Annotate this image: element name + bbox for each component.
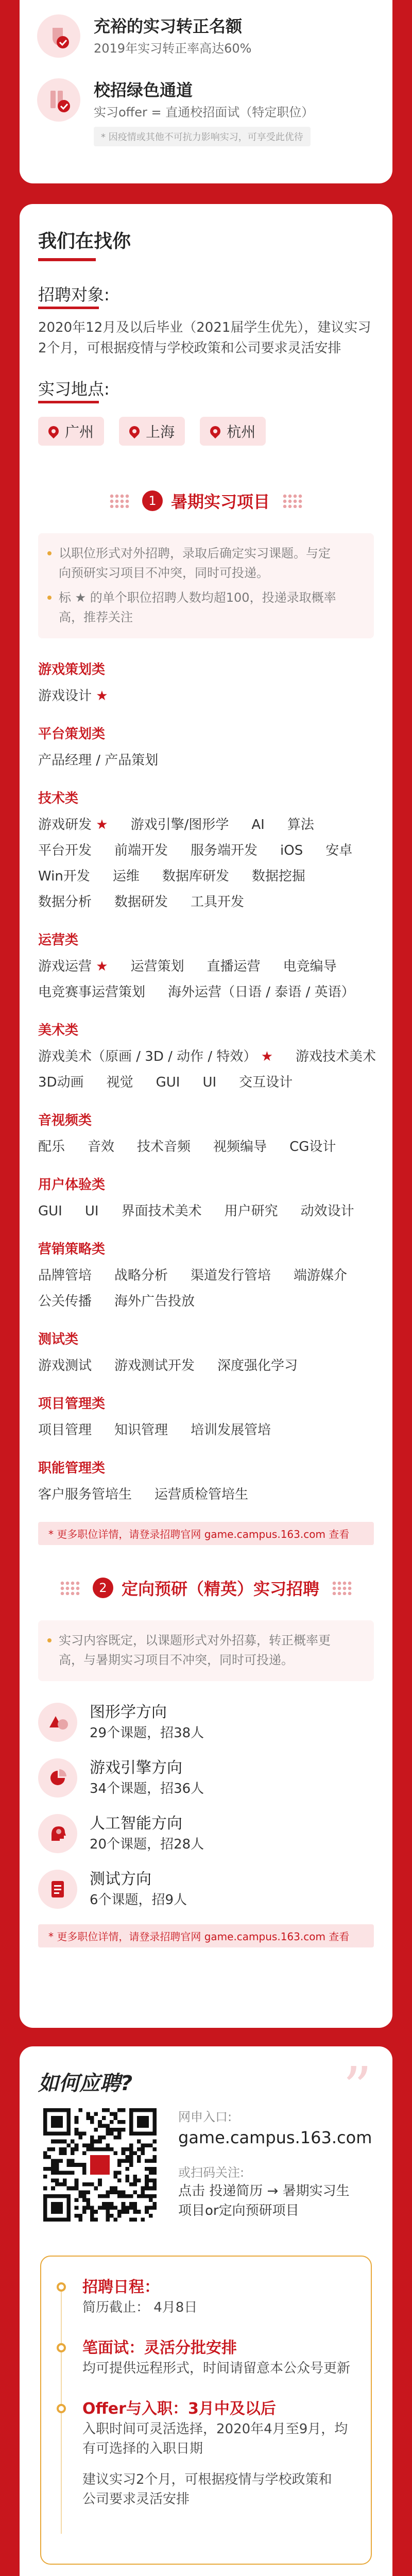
job-item-label: 运营策划 xyxy=(130,959,184,974)
job-item-label: UI xyxy=(84,1204,99,1219)
job-item xyxy=(239,1074,293,1091)
job-item xyxy=(294,1267,347,1284)
scan-text: 项目or定向预研项目 xyxy=(178,2203,299,2218)
direction-detail xyxy=(90,1779,204,1799)
note-text: 实习内容既定，以课题形式对外招募，转正概率更 xyxy=(59,1633,331,1648)
timeline-item xyxy=(57,2277,355,2317)
job-item-label: 电竞赛事运营策划 xyxy=(38,985,146,1000)
direction-detail-text: 个课题，招28人 xyxy=(107,1837,204,1852)
job-item xyxy=(283,958,337,975)
job-item xyxy=(154,1486,248,1503)
note-text: 向预研实习项目不冲突，同时可投递。 xyxy=(59,566,269,580)
job-item-label: 安卓 xyxy=(325,843,353,858)
url-label: 网申入口: xyxy=(178,2110,232,2124)
job-item-label: Win开发 xyxy=(38,869,90,884)
location-underline xyxy=(38,401,99,403)
target-text-line: 2020年12月及以后毕业（2021届学生优先），建议实习 xyxy=(38,320,371,335)
job-category xyxy=(38,723,374,769)
job-row xyxy=(38,893,374,911)
job-row xyxy=(38,842,374,859)
star-icon: ★ xyxy=(92,817,108,833)
timeline-title: Offer与入职：3月中及以后 xyxy=(82,2400,276,2418)
job-item-label: 游戏研发 xyxy=(38,817,92,833)
direction-count: 6 xyxy=(90,1892,98,1908)
job-category xyxy=(38,929,374,1001)
job-item xyxy=(114,1357,195,1375)
job-item-label: 运营质检管培生 xyxy=(154,1487,249,1502)
job-item-label: 服务端开发 xyxy=(191,843,258,858)
job-item xyxy=(107,1074,133,1091)
direction-title: 人工智能方向 xyxy=(90,1815,182,1833)
job-item xyxy=(301,1202,354,1220)
job-item xyxy=(38,958,108,975)
job-item-label: 3D动画 xyxy=(38,1075,84,1090)
job-item xyxy=(191,1421,271,1439)
note-text: 以职位形式对外招聘，录取后确定实习课题。与定 xyxy=(59,546,331,561)
job-item xyxy=(38,842,92,859)
section1-title xyxy=(38,489,374,513)
job-row xyxy=(38,1267,374,1284)
job-item-label: 项目管理 xyxy=(38,1422,92,1438)
direction-title: 图形学方向 xyxy=(90,1703,167,1721)
hiring-heading-text: 我们在找你 xyxy=(38,231,131,252)
category-title: 职能管理类 xyxy=(38,1461,106,1476)
job-item-label: AI xyxy=(251,817,265,833)
job-row xyxy=(38,1048,374,1065)
section1-number: 1 xyxy=(142,490,163,511)
location-name: 广州 xyxy=(65,423,94,440)
location-chip xyxy=(38,417,104,446)
timeline-text: 建议实习2个月，可根据疫情与学校政策和 xyxy=(82,2472,332,2487)
job-item xyxy=(38,984,145,1001)
direction-title: 游戏引擎方向 xyxy=(90,1759,182,1777)
job-item xyxy=(287,816,314,834)
timeline-text: 均可提供远程形式，时间请留意本公众号更新 xyxy=(82,2361,351,2376)
dots-decoration xyxy=(109,494,130,508)
job-item-label: 游戏技术美术 xyxy=(296,1049,376,1064)
benefit-item xyxy=(37,14,375,58)
job-item xyxy=(38,816,108,834)
benefit-title: 校招绿色通道 xyxy=(94,80,193,100)
dots-decoration xyxy=(332,1581,352,1595)
job-item-label: 数据分析 xyxy=(38,894,92,910)
job-item xyxy=(122,1202,202,1220)
qr-code[interactable] xyxy=(43,2108,157,2222)
note-text: 高，与暑期实习项目不冲突，同时可投递。 xyxy=(59,1653,294,1667)
benefit-note: * 因疫情或其他不可抗力影响实习，可享受此优待 xyxy=(94,127,311,146)
job-item-label: 直播运营 xyxy=(207,959,261,974)
location-chips xyxy=(38,417,374,446)
location-pin-icon xyxy=(127,424,142,438)
job-item-label: 游戏引擎/图形学 xyxy=(130,817,229,833)
job-item xyxy=(296,1048,376,1065)
apply-card xyxy=(20,2046,392,2576)
note-item xyxy=(59,544,358,583)
bullet-icon xyxy=(47,596,52,600)
job-row xyxy=(38,1293,374,1310)
apply-title: 如何应聘? xyxy=(38,2072,133,2095)
job-row xyxy=(38,1074,374,1091)
location-pin-icon xyxy=(208,424,222,438)
category-title: 音视频类 xyxy=(38,1113,92,1128)
job-item xyxy=(38,868,90,885)
job-item xyxy=(225,1202,278,1220)
job-item xyxy=(38,1138,65,1156)
location-name: 杭州 xyxy=(227,423,256,440)
job-item xyxy=(207,958,261,975)
location-name: 上海 xyxy=(146,423,175,440)
job-item xyxy=(280,842,303,859)
job-item-label: 游戏测试 xyxy=(38,1358,92,1374)
job-category xyxy=(38,1020,374,1091)
section2-footnote: * 更多职位详情，请登录招聘官网 game.campus.163.com 查看 xyxy=(38,1924,374,1947)
benefits-card xyxy=(20,0,392,183)
note-text: 高，推荐关注 xyxy=(59,610,133,624)
apply-info xyxy=(178,2108,379,2221)
job-item-label: GUI xyxy=(38,1204,62,1219)
section1-footnote: * 更多职位详情，请登录招聘官网 game.campus.163.com 查看 xyxy=(38,1522,374,1545)
direction-detail xyxy=(90,1835,204,1854)
category-title: 营销策略类 xyxy=(38,1242,106,1257)
job-item-label: 技术音频 xyxy=(137,1139,191,1155)
benefit-item xyxy=(37,78,375,146)
location-chip xyxy=(119,417,185,446)
category-title: 测试类 xyxy=(38,1332,79,1347)
note-item xyxy=(59,1631,358,1670)
scan-label: 或扫码关注: xyxy=(178,2165,245,2180)
job-item-label: 游戏运营 xyxy=(38,959,92,974)
document-check-icon xyxy=(37,78,80,122)
job-item xyxy=(252,868,305,885)
job-item xyxy=(113,868,140,885)
direction-item xyxy=(38,1869,374,1910)
direction-item xyxy=(38,1702,374,1743)
job-item-label: 视觉 xyxy=(106,1075,133,1090)
job-item-label: 产品经理 / 产品策划 xyxy=(38,753,159,768)
job-category xyxy=(38,1239,374,1310)
job-item xyxy=(168,984,355,1001)
timeline-item xyxy=(57,2338,355,2378)
job-item xyxy=(191,1267,271,1284)
job-item-label: 前端开发 xyxy=(114,843,168,858)
job-item-label: 公关传播 xyxy=(38,1294,92,1309)
job-item-label: 平台开发 xyxy=(38,843,92,858)
timeline-text: 入职时间可灵活选择，2020年4月至9月，均 xyxy=(82,2421,348,2437)
star-icon: ★ xyxy=(92,959,108,974)
job-row xyxy=(38,1421,374,1439)
star-icon: ★ xyxy=(256,1049,273,1064)
scan-text: 点击 投递简历 → 暑期实习生 xyxy=(178,2183,350,2199)
timeline-title: 笔面试：灵活分批安排 xyxy=(82,2339,237,2357)
job-category xyxy=(38,1393,374,1439)
shield-check-icon xyxy=(37,14,80,58)
job-item xyxy=(251,816,264,834)
section2-title-text: 定向预研（精英）实习招聘 xyxy=(121,1579,319,1599)
direction-item xyxy=(38,1813,374,1854)
job-item xyxy=(213,1138,267,1156)
checklist-icon xyxy=(38,1870,77,1909)
category-title: 用户体验类 xyxy=(38,1177,106,1193)
job-category xyxy=(38,1174,374,1220)
section1-title-text: 暑期实习项目 xyxy=(170,492,270,512)
job-category xyxy=(38,1329,374,1375)
location-section xyxy=(38,376,374,446)
job-item xyxy=(202,1074,216,1091)
job-row xyxy=(38,984,374,1001)
job-item-label: 工具开发 xyxy=(191,894,245,910)
job-item xyxy=(88,1138,114,1156)
shapes-icon xyxy=(38,1703,77,1742)
job-category xyxy=(38,788,374,911)
job-item xyxy=(131,958,184,975)
timeline-title: 招聘日程： xyxy=(82,2278,160,2296)
job-item-label: CG设计 xyxy=(289,1139,336,1155)
job-item-label: 视频编导 xyxy=(213,1139,267,1155)
section1-notes xyxy=(38,533,374,638)
job-item xyxy=(38,893,92,911)
job-item-label: 配乐 xyxy=(38,1139,65,1155)
direction-detail-text: 个课题，招9人 xyxy=(98,1892,187,1908)
job-item-label: 游戏设计 xyxy=(38,688,92,704)
timeline-dot xyxy=(57,2404,66,2413)
note-item xyxy=(59,588,358,627)
job-item-label: 动效设计 xyxy=(300,1204,354,1219)
job-item-label: iOS xyxy=(280,843,303,858)
timeline-box xyxy=(40,2256,372,2565)
job-item xyxy=(38,1048,273,1065)
job-item xyxy=(38,1074,84,1091)
direction-detail xyxy=(90,1890,187,1910)
job-item xyxy=(131,816,229,834)
job-item xyxy=(289,1138,336,1156)
timeline-text: 简历截止： 4月8日 xyxy=(82,2300,198,2315)
job-item xyxy=(114,842,168,859)
target-section xyxy=(38,282,374,359)
target-underline xyxy=(38,307,99,309)
bullet-icon xyxy=(47,551,52,555)
job-item-label: 交互设计 xyxy=(239,1075,293,1090)
timeline-dot xyxy=(57,2343,66,2352)
job-item-label: 算法 xyxy=(287,817,314,833)
job-item-label: 端游媒介 xyxy=(294,1268,348,1283)
job-item xyxy=(38,1357,92,1375)
category-title: 技术类 xyxy=(38,791,79,806)
hiring-card xyxy=(20,204,392,2028)
job-item xyxy=(325,842,352,859)
timeline-item xyxy=(57,2399,355,2509)
job-item-label: 音效 xyxy=(88,1139,115,1155)
direction-count: 34 xyxy=(90,1781,107,1797)
category-title: 平台策划类 xyxy=(38,726,106,742)
job-item-label: 数据库研发 xyxy=(162,869,229,884)
direction-count: 20 xyxy=(90,1837,107,1852)
job-row xyxy=(38,1486,374,1503)
job-item xyxy=(38,1202,62,1220)
job-item-label: 品牌管培 xyxy=(38,1268,92,1283)
job-categories xyxy=(38,659,374,1503)
dots-decoration xyxy=(282,494,303,508)
category-title: 游戏策划类 xyxy=(38,662,106,677)
job-row xyxy=(38,687,374,705)
target-label: 招聘对象: xyxy=(38,285,110,304)
direction-detail-text: 个课题，招36人 xyxy=(107,1781,204,1797)
note-text: 标 ★ 的单个职位招聘人数均超100，投递录取概率 xyxy=(59,590,336,605)
job-item xyxy=(191,842,258,859)
direction-detail-text: 个课题，招38人 xyxy=(107,1725,204,1741)
job-item-label: 知识管理 xyxy=(114,1422,168,1438)
job-item-label: 培训发展管培 xyxy=(191,1422,271,1438)
job-item xyxy=(38,752,158,769)
job-row xyxy=(38,1357,374,1375)
job-item-label: 用户研究 xyxy=(224,1204,278,1219)
job-row xyxy=(38,1138,374,1156)
hiring-heading xyxy=(38,227,374,261)
job-item xyxy=(114,1421,168,1439)
job-item-label: 渠道发行管培 xyxy=(191,1268,271,1283)
category-title: 项目管理类 xyxy=(38,1396,106,1412)
job-item xyxy=(38,1267,92,1284)
job-item xyxy=(38,1486,132,1503)
job-item xyxy=(114,1267,168,1284)
qr-code-image xyxy=(43,2108,157,2222)
benefit-subtitle: 2019年实习转正率高达60% xyxy=(94,41,252,56)
job-row xyxy=(38,816,374,834)
job-row xyxy=(38,958,374,975)
direction-title: 测试方向 xyxy=(90,1870,151,1888)
job-item-label: 游戏美术（原画 / 3D / 动作 / 特效） xyxy=(38,1049,257,1064)
timeline-dot xyxy=(57,2282,66,2292)
job-item-label: 数据挖掘 xyxy=(251,869,305,884)
job-category xyxy=(38,659,374,705)
job-item-label: 游戏测试开发 xyxy=(114,1358,195,1374)
job-item-label: 海外广告投放 xyxy=(114,1294,195,1309)
location-label: 实习地点: xyxy=(38,379,110,399)
job-item-label: 海外运营（日语 / 泰语 / 英语） xyxy=(168,985,355,1000)
direction-item xyxy=(38,1757,374,1799)
job-item xyxy=(191,893,244,911)
section2-notes xyxy=(38,1620,374,1681)
job-category xyxy=(38,1458,374,1503)
job-row xyxy=(38,868,374,885)
job-item-label: 战略分析 xyxy=(114,1268,168,1283)
section2-number: 2 xyxy=(93,1578,113,1598)
job-item xyxy=(85,1202,99,1220)
direction-list xyxy=(38,1702,374,1910)
job-item xyxy=(137,1138,191,1156)
benefit-subtitle: 实习offer = 直通校招面试（特定职位） xyxy=(94,105,314,120)
job-item-label: 运维 xyxy=(112,869,140,884)
job-item xyxy=(114,1293,195,1310)
star-icon: ★ xyxy=(92,688,108,704)
job-item-label: 界面技术美术 xyxy=(121,1204,202,1219)
location-pin-icon xyxy=(46,424,61,438)
direction-detail xyxy=(90,1723,204,1743)
section2-title xyxy=(38,1576,374,1600)
timeline-text: 有可选择的入职日期 xyxy=(82,2441,203,2456)
category-title: 美术类 xyxy=(38,1023,79,1038)
job-item xyxy=(38,1293,92,1310)
job-category xyxy=(38,1110,374,1156)
bullet-icon xyxy=(47,1638,52,1642)
job-item-label: UI xyxy=(202,1075,217,1090)
job-item-label: 深度强化学习 xyxy=(217,1358,298,1374)
apply-url[interactable]: game.campus.163.com xyxy=(178,2128,372,2147)
pie-chart-icon xyxy=(38,1758,77,1798)
category-title: 运营类 xyxy=(38,933,79,948)
job-item xyxy=(217,1357,298,1375)
location-chip xyxy=(200,417,266,446)
job-item-label: 客户服务管培生 xyxy=(38,1487,132,1502)
job-item-label: GUI xyxy=(156,1075,180,1090)
quote-icon: ” xyxy=(342,2055,372,2121)
head-brain-icon xyxy=(38,1814,77,1853)
job-item xyxy=(38,1421,92,1439)
job-item xyxy=(162,868,229,885)
timeline-text: 公司要求灵活安排 xyxy=(82,2492,190,2507)
job-item-label: 电竞编导 xyxy=(283,959,337,974)
direction-count: 29 xyxy=(90,1725,107,1741)
job-item xyxy=(38,687,108,705)
job-row xyxy=(38,752,374,769)
benefit-title: 充裕的实习转正名额 xyxy=(94,16,243,36)
job-item-label: 数据研发 xyxy=(114,894,168,910)
job-row xyxy=(38,1202,374,1220)
dots-decoration xyxy=(60,1581,80,1595)
timeline-spacer xyxy=(82,2459,355,2470)
job-item xyxy=(156,1074,180,1091)
target-text-line: 2个月，可根据疫情与学校政策和公司要求灵活安排 xyxy=(38,341,341,356)
heading-underline xyxy=(38,258,96,261)
job-item xyxy=(114,893,168,911)
